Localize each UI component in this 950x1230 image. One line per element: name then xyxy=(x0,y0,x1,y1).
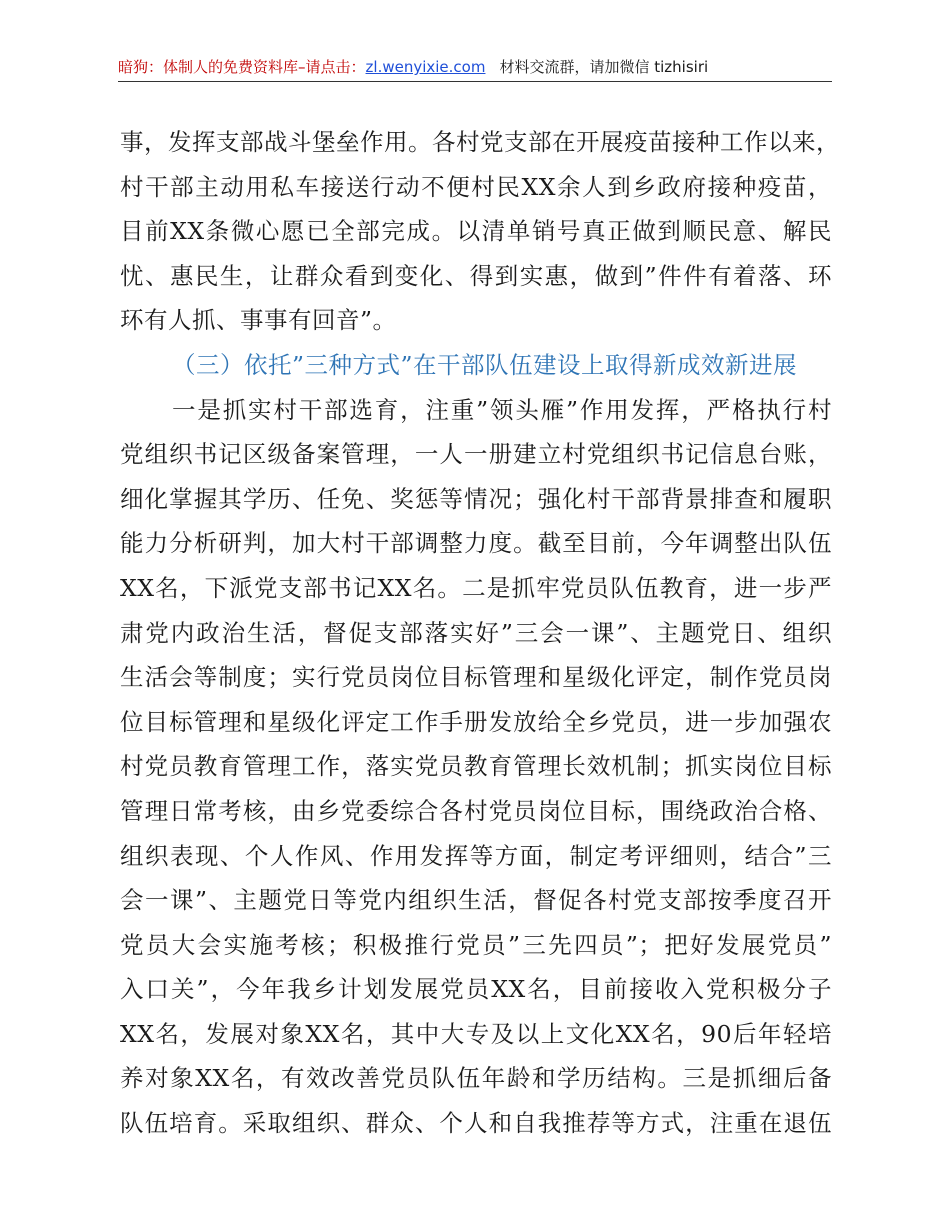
text-line: 目前XX条微心愿已全部完成。以清单销号真正做到顺民意、解民 xyxy=(120,217,832,246)
header-prompt: –请点击： xyxy=(298,58,366,76)
text-line: 会一课”、主题党日等党内组织生活，督促各村党支部按季度召开 xyxy=(120,886,832,915)
text-line: 一是抓实村干部选育，注重”领头雁”作用发挥，严格执行村 xyxy=(172,395,832,424)
section-heading: （三）依托”三种方式”在干部队伍建设上取得新成效新进展 xyxy=(172,350,798,379)
text-line: 能力分析研判，加大村干部调整力度。截至目前，今年调整出队伍 xyxy=(120,529,832,558)
text-line: XX名，下派党支部书记XX名。二是抓牢党员队伍教育，进一步严 xyxy=(120,573,832,602)
text-line: 生活会等制度；实行党员岗位目标管理和星级化评定，制作党员岗 xyxy=(120,663,832,692)
text-line: 肃党内政治生活，督促支部落实好”三会一课”、主题党日、组织 xyxy=(120,618,832,647)
text-line: 位目标管理和星级化评定工作手册发放给全乡党员，进一步加强农 xyxy=(120,707,832,736)
page-header xyxy=(118,54,830,80)
text-line: 管理日常考核，由乡党委综合各村党员岗位目标，围绕政治合格、 xyxy=(120,796,832,825)
text-line: 入口关”，今年我乡计划发展党员XX名，目前接收入党积极分子 xyxy=(120,975,832,1004)
header-divider xyxy=(118,81,832,82)
header-brand: 暗狗：体制人的免费资料库 xyxy=(118,58,299,76)
text-line: 环有人抓、事事有回音”。 xyxy=(120,306,397,335)
text-line: 组织表现、个人作风、作用发挥等方面，制定考评细则，结合”三 xyxy=(120,841,832,870)
text-line: 忧、惠民生，让群众看到变化、得到实惠，做到”件件有着落、环 xyxy=(120,261,832,290)
text-line: 队伍培育。采取组织、群众、个人和自我推荐等方式，注重在退伍 xyxy=(120,1109,832,1138)
paragraph-2 xyxy=(120,388,832,1146)
text-line: 细化掌握其学历、任免、奖惩等情况；强化村干部背景排查和履职 xyxy=(120,484,832,513)
text-line: 村干部主动用私车接送行动不便村民XX余人到乡政府接种疫苗， xyxy=(120,172,832,201)
header-note: 材料交流群，请加微信 tizhisiri xyxy=(499,58,709,76)
header-link[interactable]: zl.wenyixie.com xyxy=(365,58,486,76)
text-line: 养对象XX名，有效改善党员队伍年龄和学历结构。三是抓细后备 xyxy=(120,1064,832,1093)
text-line: 党员大会实施考核；积极推行党员”三先四员”；把好发展党员” xyxy=(120,930,832,959)
text-line: 事，发挥支部战斗堡垒作用。各村党支部在开展疫苗接种工作以来， xyxy=(120,128,840,156)
text-line: 村党员教育管理工作，落实党员教育管理长效机制；抓实岗位目标 xyxy=(120,752,832,781)
paragraph-1 xyxy=(120,120,840,343)
text-line: 党组织书记区级备案管理，一人一册建立村党组织书记信息台账， xyxy=(120,440,832,469)
document-body xyxy=(120,120,840,1146)
text-line: XX名，发展对象XX名，其中大专及以上文化XX名，90后年轻培 xyxy=(120,1019,832,1048)
